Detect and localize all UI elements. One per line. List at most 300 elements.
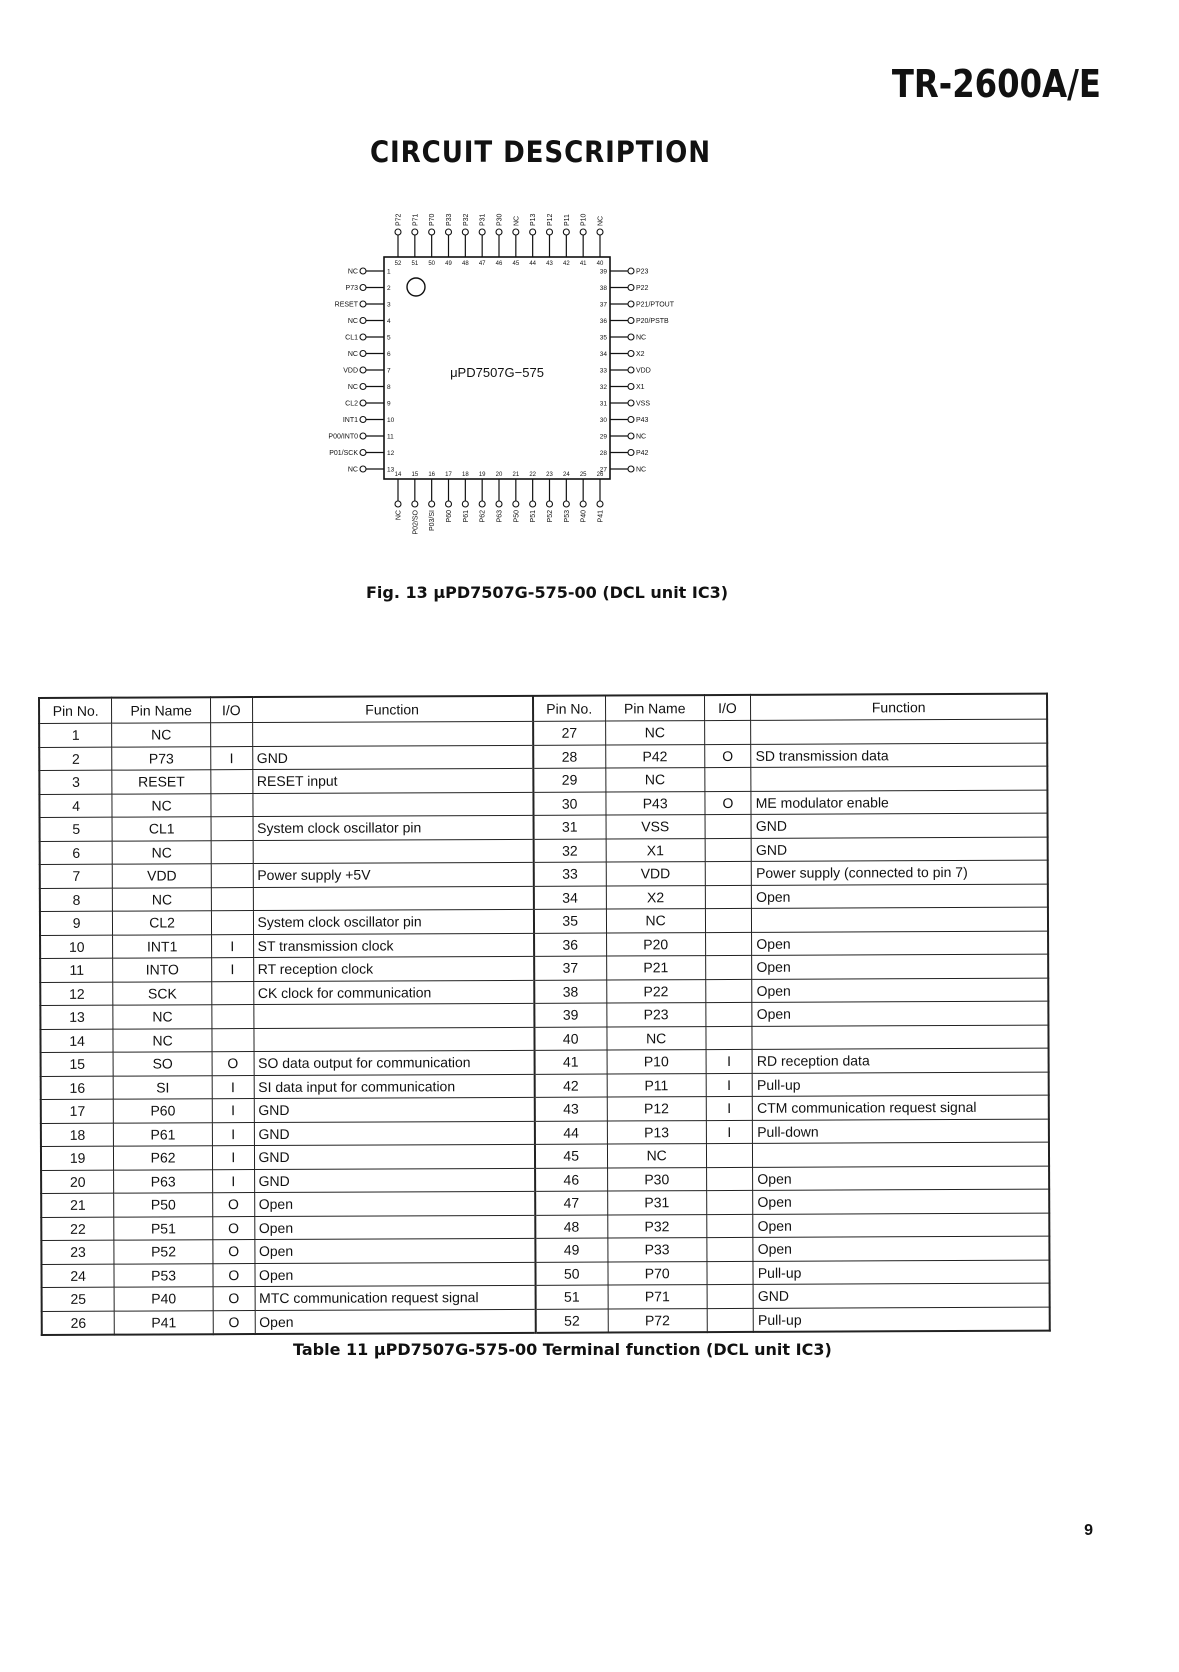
function-cell: Open <box>752 954 1048 979</box>
pin-terminal <box>360 318 366 324</box>
pin-terminal <box>628 384 634 390</box>
io-cell: O <box>213 1263 255 1287</box>
io-cell <box>211 840 253 864</box>
pin-terminal <box>360 268 366 274</box>
function-cell: Open <box>753 1189 1049 1214</box>
function-cell: GND <box>252 745 533 770</box>
pin-name-cell: P72 <box>608 1308 707 1332</box>
pin-no-cell: 23 <box>41 1240 114 1264</box>
pin-name-cell: P30 <box>607 1167 706 1191</box>
pin-no-cell: 22 <box>41 1217 114 1241</box>
pin-number-label: 13 <box>387 466 395 474</box>
pin-terminal <box>628 268 634 274</box>
pin-number-label: 21 <box>512 472 520 478</box>
io-cell: O <box>704 791 751 815</box>
pin-terminal <box>580 501 586 507</box>
io-cell <box>705 955 752 979</box>
pin-name-cell: P61 <box>114 1122 213 1146</box>
pin-no-cell: 19 <box>41 1146 114 1170</box>
pin-no-cell: 32 <box>533 839 606 863</box>
pin-name-cell: X2 <box>606 885 705 909</box>
pin-name-cell: NC <box>606 909 705 933</box>
pin-no-cell: 2 <box>39 747 112 771</box>
pin-name-label: P51 <box>530 510 538 523</box>
pin-number-label: 39 <box>599 268 607 276</box>
function-cell: RD reception data <box>752 1048 1048 1073</box>
pin-no-cell: 9 <box>40 911 113 935</box>
pin-terminal <box>628 417 634 423</box>
pin-name-label: P32 <box>462 213 470 226</box>
pin-name-cell: P10 <box>607 1050 706 1074</box>
pin-name-cell: P62 <box>114 1146 213 1170</box>
pin-name-cell: INT1 <box>113 934 212 958</box>
pin-name-label: X1 <box>636 384 645 391</box>
pin-number-label: 11 <box>387 433 394 441</box>
pin-terminal <box>462 229 468 235</box>
pin-name-label: NC <box>395 510 403 521</box>
io-cell <box>705 979 752 1003</box>
figure-caption: Fig. 13 μPD7507G-575-00 (DCL unit IC3) <box>366 583 729 602</box>
pin-name-label: NC <box>636 334 647 342</box>
io-cell: I <box>211 746 253 770</box>
pin-no-cell: 34 <box>533 886 606 910</box>
pin-name-label: P23 <box>636 268 649 276</box>
pin-name-label: P43 <box>636 417 649 424</box>
pin-terminal <box>580 229 586 235</box>
section-title: CIRCUIT DESCRIPTION <box>370 135 711 169</box>
pin-number-label: 7 <box>387 367 391 375</box>
pin-name-cell: P33 <box>608 1238 707 1262</box>
pin-name-cell: INTO <box>113 958 212 982</box>
function-cell: Power supply (connected to pin 7) <box>752 860 1048 885</box>
pin-terminal <box>563 501 569 507</box>
pin-number-label: 22 <box>529 472 537 478</box>
io-cell <box>211 911 253 935</box>
function-cell <box>252 792 533 817</box>
pin-terminal <box>530 501 536 507</box>
io-cell <box>211 723 253 747</box>
pin-number-label: 44 <box>529 261 537 267</box>
pin-name-cell: P52 <box>114 1240 213 1264</box>
pin-number-label: 41 <box>579 261 587 267</box>
pin-no-cell: 7 <box>40 864 113 888</box>
pin-number-label: 29 <box>599 433 607 441</box>
pin-no-cell: 24 <box>41 1264 114 1288</box>
pin-terminal <box>360 285 366 291</box>
pin-no-cell: 21 <box>41 1193 114 1217</box>
pin-number-label: 51 <box>411 261 419 267</box>
pin-no-cell: 10 <box>40 935 113 959</box>
pin-terminal <box>530 229 536 235</box>
pin-number-label: 20 <box>495 472 503 478</box>
pin-number-label: 35 <box>599 334 607 342</box>
function-cell: CK clock for communication <box>253 980 534 1005</box>
function-cell: GND <box>254 1097 535 1122</box>
pin-name-label: P13 <box>530 213 538 226</box>
pin-number-label: 28 <box>599 450 607 457</box>
pin-name-label: P31 <box>479 213 487 226</box>
function-cell: CTM communication request signal <box>753 1095 1049 1120</box>
pin-terminal <box>628 318 634 324</box>
pin-terminal <box>412 229 418 235</box>
pin-number-label: 19 <box>478 472 486 478</box>
pin-terminal <box>597 501 603 507</box>
pin-name-cell: P40 <box>114 1287 213 1311</box>
pin-number-label: 52 <box>394 261 402 267</box>
function-cell <box>253 1027 534 1052</box>
pin-terminal <box>360 417 366 423</box>
pin-name-cell: P12 <box>607 1097 706 1121</box>
pin-name-cell: NC <box>113 1028 212 1052</box>
io-cell <box>706 1214 753 1238</box>
pin-name-label: P11 <box>563 214 571 226</box>
function-cell: GND <box>751 813 1047 838</box>
io-cell <box>706 1167 753 1191</box>
pin-terminal <box>479 229 485 235</box>
pin-no-cell: 18 <box>41 1123 114 1147</box>
pin-no-cell: 1 <box>39 723 112 747</box>
pin-name-label: RESET <box>334 301 358 309</box>
pin-terminal <box>513 501 519 507</box>
io-cell <box>706 1237 753 1261</box>
col-header-pin-name: Pin Name <box>605 695 704 721</box>
function-cell: Pull-up <box>753 1307 1049 1332</box>
pin-name-cell: P42 <box>606 744 705 768</box>
pin-name-cell: P11 <box>607 1073 706 1097</box>
io-cell: O <box>213 1310 255 1334</box>
pin-name-cell: P41 <box>114 1310 213 1334</box>
model-number: TR-2600A/E <box>891 62 1101 106</box>
pin-name-label: P41 <box>597 510 605 523</box>
function-cell: GND <box>751 837 1047 862</box>
pin-terminal <box>628 433 634 439</box>
pin-number-label: 2 <box>387 285 391 292</box>
io-cell: O <box>213 1287 255 1311</box>
pin-name-label: NC <box>347 318 358 325</box>
pin-no-cell: 51 <box>535 1285 608 1309</box>
io-cell: O <box>213 1240 255 1264</box>
pin-name-label: P70 <box>429 213 437 226</box>
pin-number-label: 26 <box>596 472 604 478</box>
pin-name-cell: NC <box>606 768 705 792</box>
io-cell <box>211 770 253 794</box>
pin-no-cell: 41 <box>534 1050 607 1074</box>
function-cell <box>753 1142 1049 1167</box>
function-cell <box>252 721 533 746</box>
pin-number-label: 9 <box>387 400 391 408</box>
pin-no-cell: 27 <box>533 721 606 745</box>
table-row <box>42 1307 1050 1335</box>
pin-name-label: P21/PTOUT <box>636 301 674 309</box>
pin-name-label: P00/INT0 <box>328 433 358 441</box>
pin-number-label: 48 <box>461 261 469 267</box>
pin-name-cell: P51 <box>114 1216 213 1240</box>
pin-terminal <box>429 501 435 507</box>
pin-terminal <box>360 334 366 340</box>
pin-name-label: P73 <box>345 285 358 292</box>
pin-no-cell: 8 <box>40 888 113 912</box>
pin-no-cell: 16 <box>41 1076 114 1100</box>
pinout-diagram <box>320 195 740 575</box>
pin-name-cell: P20 <box>606 932 705 956</box>
pin-no-cell: 15 <box>41 1052 114 1076</box>
pin-terminal <box>628 301 634 307</box>
pin-number-label: 31 <box>599 400 607 408</box>
io-cell: I <box>706 1120 753 1144</box>
pin-number-label: 14 <box>394 472 402 478</box>
pin-terminal <box>360 301 366 307</box>
pin-number-label: 10 <box>387 417 395 424</box>
io-cell <box>704 720 751 744</box>
pin-terminal <box>597 229 603 235</box>
pin-name-cell: SCK <box>113 981 212 1005</box>
pin-no-cell: 45 <box>535 1144 608 1168</box>
io-cell <box>705 1002 752 1026</box>
pin-name-cell: P70 <box>608 1261 707 1285</box>
pin-name-label: P30 <box>496 213 504 226</box>
col-header-io: I/O <box>704 695 751 721</box>
pin-name-cell: P22 <box>607 979 706 1003</box>
pin-number-label: 40 <box>596 261 604 267</box>
io-cell <box>705 861 752 885</box>
pin-number-label: 32 <box>599 384 607 391</box>
function-cell: Open <box>254 1215 535 1240</box>
function-cell: Pull-up <box>753 1260 1049 1285</box>
pin-terminal <box>479 501 485 507</box>
pin-no-cell: 46 <box>535 1168 608 1192</box>
io-cell <box>211 864 253 888</box>
pin-name-label: NC <box>347 384 358 391</box>
pin-number-label: 5 <box>387 334 391 342</box>
pin-no-cell: 52 <box>535 1309 608 1333</box>
pin-number-label: 43 <box>546 261 553 267</box>
pin-name-label: P53 <box>563 510 571 523</box>
io-cell <box>705 814 752 838</box>
pin-number-label: 34 <box>599 351 607 358</box>
pin-name-label: P33 <box>446 213 453 226</box>
function-cell: GND <box>254 1121 535 1146</box>
io-cell: I <box>213 1169 255 1193</box>
pin-name-cell: NC <box>112 793 211 817</box>
pin-name-cell: P73 <box>112 746 211 770</box>
io-cell <box>212 1028 254 1052</box>
io-cell <box>707 1308 754 1332</box>
pin-no-cell: 42 <box>534 1074 607 1098</box>
function-cell: Pull-down <box>753 1119 1049 1144</box>
pin-terminal <box>360 351 366 357</box>
pin-no-cell: 47 <box>535 1191 608 1215</box>
pin-name-cell: P23 <box>607 1003 706 1027</box>
pin-terminal <box>547 229 553 235</box>
io-cell <box>706 1190 753 1214</box>
io-cell <box>212 1005 254 1029</box>
io-cell: I <box>212 958 254 982</box>
pin-name-cell: P71 <box>608 1285 707 1309</box>
function-cell: SI data input for communication <box>254 1074 535 1099</box>
pin-number-label: 4 <box>387 318 391 325</box>
pin-no-cell: 48 <box>535 1215 608 1239</box>
pin-terminal <box>628 400 634 406</box>
pin-name-label: P12 <box>547 213 554 226</box>
io-cell: I <box>706 1096 753 1120</box>
col-header-function: Function <box>751 694 1047 721</box>
pin-terminal <box>628 285 634 291</box>
pin-name-label: P42 <box>636 450 649 457</box>
io-cell <box>705 1026 752 1050</box>
pin-no-cell: 35 <box>534 909 607 933</box>
function-cell <box>752 1025 1048 1050</box>
pin-no-cell: 26 <box>42 1311 115 1335</box>
function-cell: RT reception clock <box>253 956 534 981</box>
io-cell <box>211 817 253 841</box>
pin-name-cell: SI <box>113 1075 212 1099</box>
pin-no-cell: 17 <box>41 1099 114 1123</box>
function-cell: Open <box>254 1238 535 1263</box>
pin-name-cell: P32 <box>608 1214 707 1238</box>
function-cell: Open <box>254 1191 535 1216</box>
pin-number-label: 47 <box>478 261 486 267</box>
pin-terminal <box>360 450 366 456</box>
pin-no-cell: 43 <box>534 1097 607 1121</box>
pin-name-cell: P43 <box>606 791 705 815</box>
pin-name-label: P10 <box>580 213 588 226</box>
pin-terminal <box>360 433 366 439</box>
pin-no-cell: 6 <box>40 841 113 865</box>
pin-number-label: 16 <box>428 472 436 478</box>
pin-name-label: P02/SO <box>412 510 420 535</box>
pin-no-cell: 12 <box>40 982 113 1006</box>
pin-no-cell: 29 <box>533 768 606 792</box>
pin-terminal <box>547 501 553 507</box>
io-cell: I <box>211 934 253 958</box>
function-cell: ST transmission clock <box>253 933 534 958</box>
io-cell <box>212 981 254 1005</box>
pin-name-label: NC <box>597 215 605 226</box>
pin-terminal <box>513 229 519 235</box>
pin-name-label: NC <box>347 351 358 358</box>
function-cell: Open <box>254 1262 535 1287</box>
io-cell: I <box>212 1099 254 1123</box>
pin-name-cell: SO <box>113 1052 212 1076</box>
pin-terminal <box>446 501 452 507</box>
pin-terminal <box>628 466 634 472</box>
pin1-marker <box>407 278 425 296</box>
pin-no-cell: 44 <box>534 1121 607 1145</box>
pin-no-cell: 28 <box>533 745 606 769</box>
function-cell <box>752 907 1048 932</box>
pin-name-label: P40 <box>580 510 588 523</box>
pin-name-label: NC <box>347 268 358 276</box>
io-cell: I <box>212 1075 254 1099</box>
pin-name-label: CL2 <box>345 400 358 408</box>
pin-no-cell: 14 <box>40 1029 113 1053</box>
function-cell: Open <box>752 1001 1048 1026</box>
pin-number-label: 3 <box>387 301 391 309</box>
pin-terminal <box>628 367 634 373</box>
pin-number-label: 49 <box>445 261 452 267</box>
io-cell <box>705 932 752 956</box>
pin-name-cell: CL2 <box>113 911 212 935</box>
function-cell: Open <box>752 884 1048 909</box>
function-cell: System clock oscillator pin <box>253 909 534 934</box>
function-cell <box>253 1003 534 1028</box>
pin-terminal <box>412 501 418 507</box>
pin-name-cell: RESET <box>112 770 211 794</box>
pin-no-cell: 49 <box>535 1238 608 1262</box>
col-header-pin-name: Pin Name <box>112 697 211 723</box>
pin-name-label: VSS <box>636 400 651 408</box>
io-cell: O <box>213 1216 255 1240</box>
col-header-io: I/O <box>210 697 252 723</box>
pin-no-cell: 20 <box>41 1170 114 1194</box>
pin-name-cell: X1 <box>606 838 705 862</box>
pin-name-label: P03/SI <box>429 510 437 532</box>
io-cell: I <box>212 1122 254 1146</box>
pin-name-label: NC <box>636 433 647 441</box>
pin-terminal <box>496 501 502 507</box>
pin-name-label: CL1 <box>345 334 358 342</box>
pin-no-cell: 36 <box>534 933 607 957</box>
col-header-pin-no: Pin No. <box>533 696 606 722</box>
pin-name-label: NC <box>347 466 358 474</box>
pin-name-cell: NC <box>607 1026 706 1050</box>
pin-name-label: P63 <box>496 510 504 523</box>
pin-name-cell: P31 <box>607 1191 706 1215</box>
io-cell <box>705 838 752 862</box>
pin-name-label: VDD <box>636 367 651 375</box>
col-header-pin-no: Pin No. <box>39 698 112 724</box>
pin-number-label: 24 <box>562 472 570 478</box>
pin-number-label: 45 <box>512 261 520 267</box>
pin-terminal <box>628 334 634 340</box>
pin-no-cell: 5 <box>40 817 113 841</box>
pin-number-label: 18 <box>461 472 469 478</box>
pin-name-label: VDD <box>343 367 358 375</box>
pin-number-label: 23 <box>546 472 553 478</box>
io-cell <box>707 1284 754 1308</box>
pin-number-label: 30 <box>599 417 607 424</box>
pin-number-label: 1 <box>387 268 391 276</box>
pin-terminal <box>429 229 435 235</box>
pin-name-cell: P60 <box>113 1099 212 1123</box>
pin-terminal <box>360 384 366 390</box>
pin-number-label: 8 <box>387 384 391 391</box>
terminal-function-table <box>38 693 1051 1336</box>
function-cell: Open <box>255 1309 536 1334</box>
io-cell <box>706 1261 753 1285</box>
pin-name-label: NC <box>636 466 647 474</box>
pin-no-cell: 40 <box>534 1027 607 1051</box>
pin-number-label: 50 <box>428 261 436 267</box>
pin-number-label: 42 <box>562 261 570 267</box>
function-cell: System clock oscillator pin <box>253 815 534 840</box>
pin-terminal <box>395 229 401 235</box>
io-cell: O <box>212 1052 254 1076</box>
pin-no-cell: 13 <box>40 1005 113 1029</box>
pin-name-label: X2 <box>636 351 645 358</box>
function-cell: GND <box>753 1283 1049 1308</box>
function-cell <box>253 886 534 911</box>
pin-no-cell: 31 <box>533 815 606 839</box>
col-header-function: Function <box>252 696 533 723</box>
pin-terminal <box>360 400 366 406</box>
pin-number-label: 27 <box>599 466 607 474</box>
chip-label: μPD7507G−575 <box>450 365 544 380</box>
io-cell: O <box>704 744 751 768</box>
pin-no-cell: 38 <box>534 980 607 1004</box>
pin-name-cell: NC <box>112 840 211 864</box>
pin-name-cell: P63 <box>114 1169 213 1193</box>
